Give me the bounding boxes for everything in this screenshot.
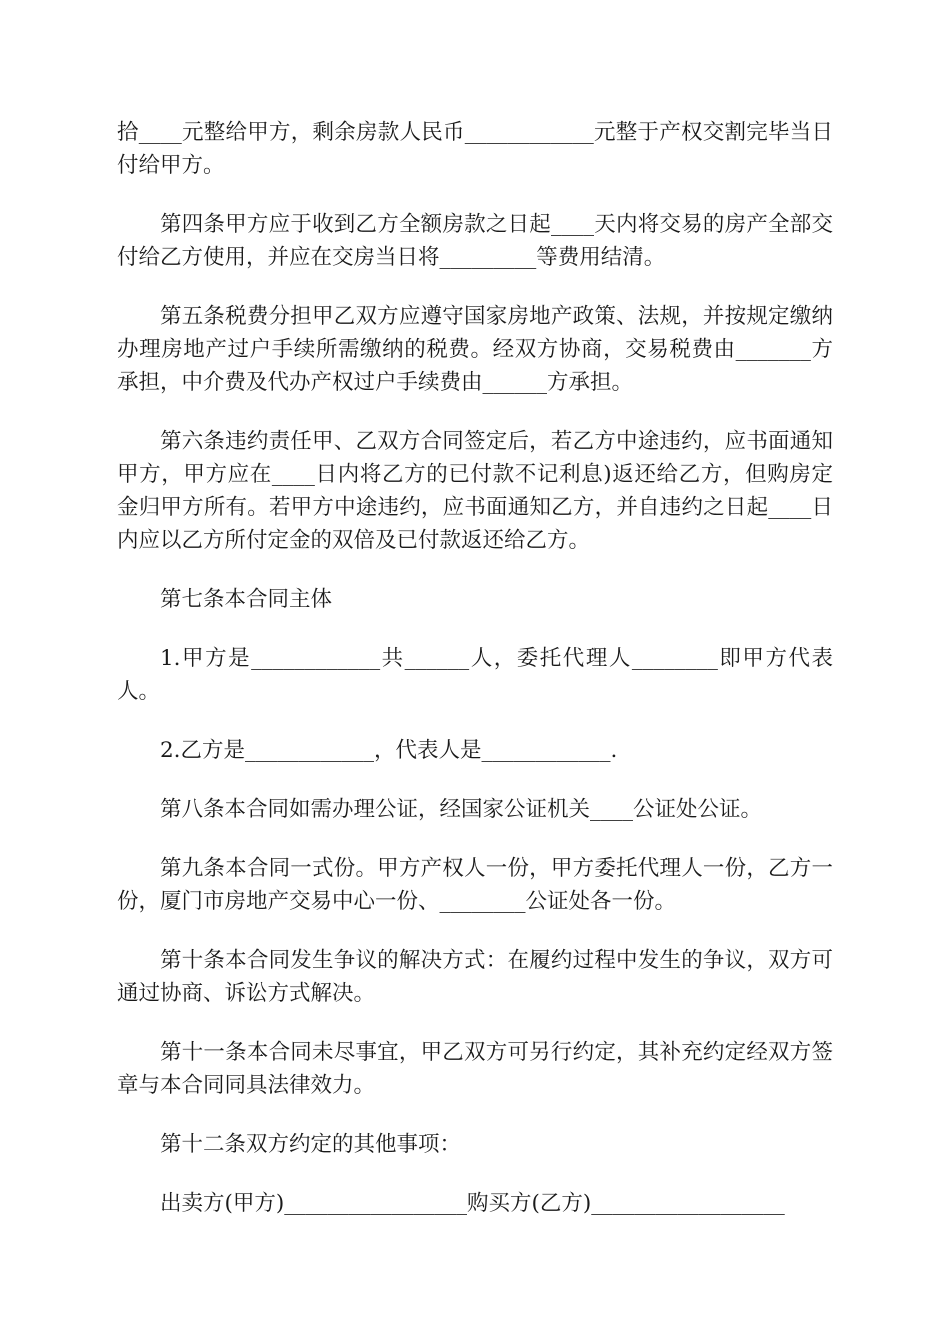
paragraph-article-12-other: 第十二条双方约定的其他事项： — [160, 1132, 462, 1157]
paragraph-article-11-supplements: 第十一条本合同未尽事宜，甲乙双方可另行约定，其补充约定经双方签章与本合同同具法律效力。 — [117, 1040, 833, 1098]
paragraph-party-a: 1.甲方是____________共______人，委托代理人________即甲方代表人。 — [117, 646, 833, 704]
paragraph-article-4-delivery: 第四条甲方应于收到乙方全额房款之日起____天内将交易的房产全部交付给乙方使用，并应在交房当日将_________等费用结清。 — [117, 212, 833, 270]
document-body — [117, 116, 833, 1246]
paragraph-article-8-notarization: 第八条本合同如需办理公证，经国家公证机关____公证处公证。 — [160, 797, 763, 822]
paragraph-party-b: 2.乙方是____________，代表人是____________. — [160, 738, 618, 763]
paragraph-article-9-copies: 第九条本合同一式份。甲方产权人一份，甲方委托代理人一份，乙方一份，厦门市房地产交易中心一份、________公证处各一份。 — [117, 856, 833, 914]
paragraph-signature-lines: 出卖方(甲方)_________________购买方(乙方)__________________ — [160, 1191, 785, 1216]
paragraph-article-5-taxes: 第五条税费分担甲乙双方应遵守国家房地产政策、法规，并按规定缴纳办理房地产过户手续所需缴纳的税费。经双方协商，交易税费由_______方承担，中介费及代办产权过户手续费由______方承担。 — [117, 304, 833, 395]
paragraph-article-6-breach: 第六条违约责任甲、乙双方合同签定后，若乙方中途违约，应书面通知甲方，甲方应在____日内将乙方的已付款不记利息)返还给乙方，但购房定金归甲方所有。若甲方中途违约，应书面通知乙方，并自违约之日起____日内应以乙方所付定金的双倍及已付款返还给乙方。 — [117, 429, 833, 553]
paragraph-continued-payment: 拾____元整给甲方，剩余房款人民币____________元整于产权交割完毕当日付给甲方。 — [117, 120, 833, 178]
paragraph-article-7-parties: 第七条本合同主体 — [160, 587, 333, 612]
paragraph-article-10-disputes: 第十条本合同发生争议的解决方式：在履约过程中发生的争议，双方可通过协商、诉讼方式解决。 — [117, 948, 833, 1006]
